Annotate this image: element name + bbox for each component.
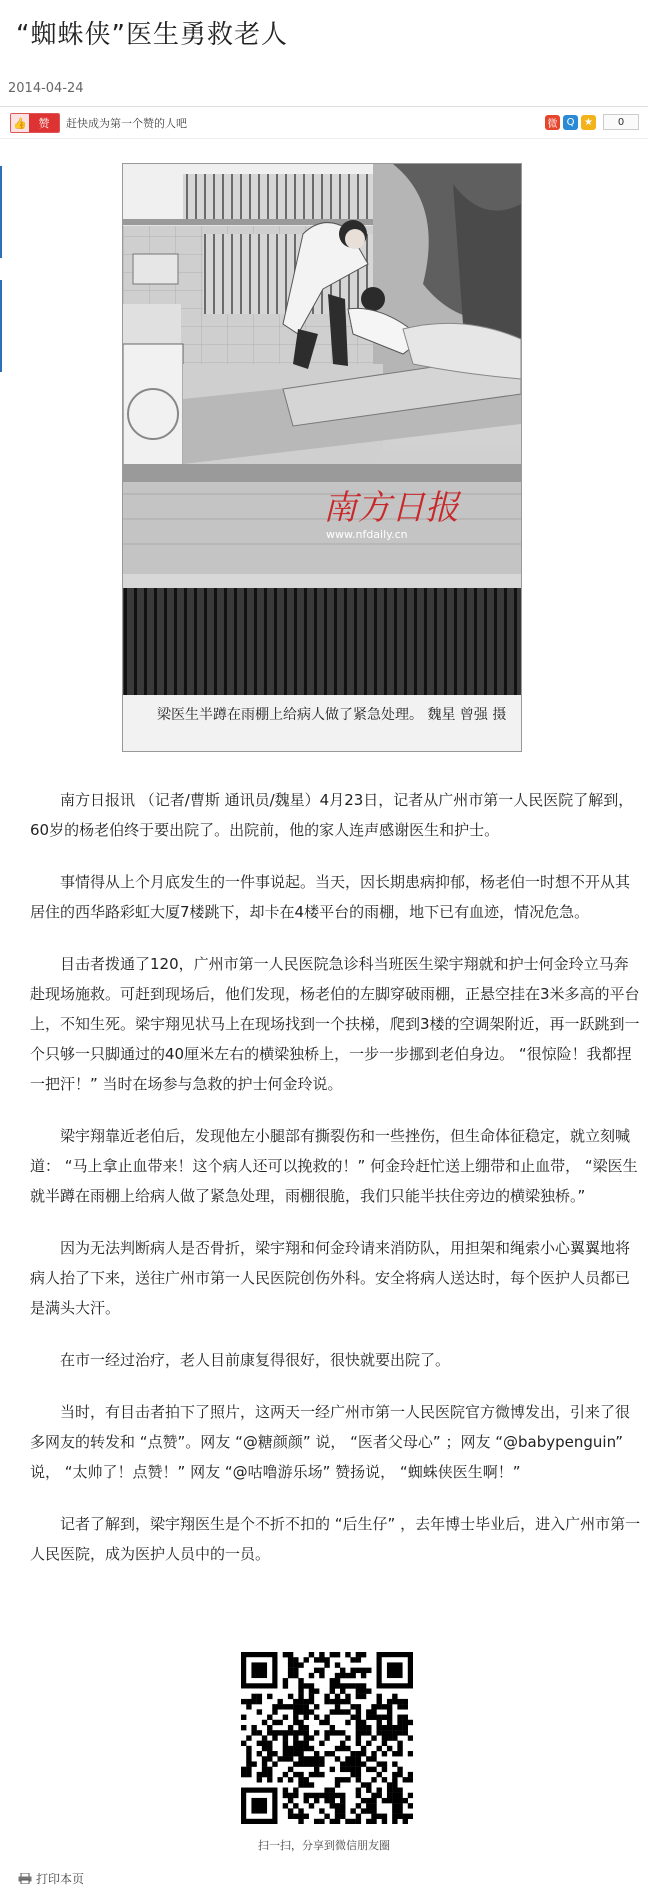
article-paragraph: 事情得从上个月底发生的一件事说起。当天，因长期患病抑郁，杨老伯一时想不开从其居住的西华路彩虹大厦7楼跳下，却卡在4楼平台的雨棚，地下已有血迹，情况危急。: [30, 873, 631, 921]
publish-date: 2014-04-24: [8, 81, 84, 96]
thumbs-up-icon: 👍: [11, 114, 29, 132]
share-bar: [545, 114, 639, 130]
tencent-weibo-icon[interactable]: Q: [563, 115, 578, 130]
article-paragraph: 目击者拨通了120，广州市第一人民医院急诊科当班医生梁宇翔就和护士何金玲立马奔赴现场施救。可赶到现场后，他们发现，杨老伯的左脚穿破雨棚，正悬空挂在3米多高的平台上，不知生死。梁宇翔见状马上在现场找到一个扶梯，爬到3楼的空调架附近，再一跃跳到一个只够一只脚通过的40厘米左右的横梁独桥上，一步一步挪到老伯身边。 “很惊险！我都捏一把汗！” 当时在场参与急救的护士何金玲说。: [30, 955, 640, 1093]
article-paragraph: 梁宇翔靠近老伯后，发现他左小腿部有撕裂伤和一些挫伤，但生命体征稳定，就立刻喊道： “马上拿止血带来！这个病人还可以挽救的！” 何金玲赶忙送上绷带和止血带， “梁医生就半蹲在雨棚上给病人做了紧急处理，雨棚很脆，我们只能半扶住旁边的横梁独桥。”: [30, 1127, 638, 1205]
side-tab-2[interactable]: [0, 280, 2, 372]
article-paragraph: 在市一经过治疗，老人目前康复得很好，很快就要出院了。: [60, 1351, 451, 1369]
article-body: [30, 785, 642, 1591]
rescue-photo: [123, 164, 521, 695]
article-paragraph: 当时，有目击者拍下了照片，这两天一经广州市第一人民医院官方微博发出，引来了很多网友的转发和 “点赞”。网友 “@糖颜颜” 说， “医者父母心” ；网友 “@babypenguin” 说， “太帅了！点赞！” 网友 “@咕噜游乐场” 赞扬说， “蜘蛛侠医生啊！”: [30, 1403, 631, 1481]
print-label: 打印本页: [36, 1872, 85, 1886]
like-tip: 赶快成为第一个赞的人吧: [66, 117, 187, 130]
article-figure: [122, 163, 522, 752]
qzone-icon[interactable]: ★: [581, 115, 596, 130]
print-page-link[interactable]: [18, 1870, 84, 1887]
toolbar-divider: [0, 138, 648, 139]
wechat-qr-code: [241, 1652, 413, 1824]
header-divider: [0, 106, 648, 107]
weibo-icon[interactable]: 微: [545, 115, 560, 130]
watermark-url: www.nfdaily.cn: [326, 528, 408, 541]
qr-tip: 扫一扫，分享到微信朋友圈: [258, 1839, 390, 1852]
side-tab-1[interactable]: [0, 166, 2, 258]
like-button-label: 赞: [29, 114, 59, 132]
printer-icon: [18, 1873, 32, 1884]
article-paragraph: 记者了解到，梁宇翔医生是个不折不扣的 “后生仔” ，去年博士毕业后，进入广州市第一人民医院，成为医护人员中的一员。: [30, 1515, 641, 1563]
watermark-text: 南方日报: [323, 488, 459, 528]
share-count: 0: [603, 114, 639, 130]
like-button[interactable]: [10, 113, 60, 133]
article-paragraph: 因为无法判断病人是否骨折，梁宇翔和何金玲请来消防队，用担架和绳索小心翼翼地将病人抬了下来，送往广州市第一人民医院创伤外科。安全将病人送达时，每个医护人员都已是满头大汗。: [30, 1239, 631, 1317]
figure-caption: 梁医生半蹲在雨棚上给病人做了紧急处理。 魏星 曾强 摄: [157, 707, 507, 723]
article-paragraph: 南方日报讯 （记者/曹斯 通讯员/魏星）4月23日，记者从广州市第一人民医院了解到，60岁的杨老伯终于要出院了。出院前，他的家人连声感谢医生和护士。: [30, 791, 634, 839]
article-title: “蜘蛛侠”医生勇救老人: [16, 20, 288, 50]
